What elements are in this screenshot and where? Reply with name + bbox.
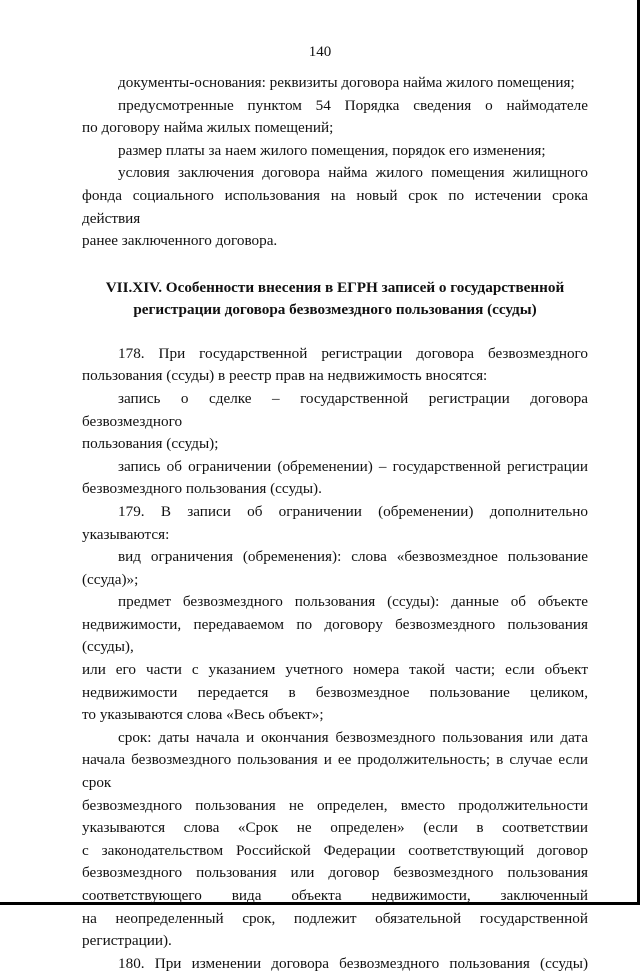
section-heading-line: VII.XIV. Особенности внесения в ЕГРН записей о государственной (105, 278, 565, 296)
text-line: безвозмездного пользования (ссуды). (82, 480, 322, 498)
text-line: фонда социального использования на новый срок по истечении срока действия (82, 186, 588, 227)
text-block-before-heading (82, 72, 588, 253)
text-line: начала безвозмездного пользования и ее продолжительность; в случае если срок (82, 751, 588, 792)
text-line: запись об ограничении (обременении) – государственной регистрации (118, 457, 588, 475)
paragraph (82, 727, 588, 953)
text-line: безвозмездного пользования не определен, вместо продолжительности (82, 796, 588, 814)
text-line: вид ограничения (обременения): слова «безвозмездное пользование (118, 548, 588, 566)
text-line: регистрации). (82, 932, 172, 950)
paragraph (82, 95, 588, 140)
page-number: 140 (308, 44, 332, 60)
paragraph (82, 501, 588, 546)
paragraph (82, 953, 588, 975)
text-block-after-heading (82, 343, 588, 975)
text-line: документы-основания: реквизиты договора найма жилого помещения; (118, 74, 575, 91)
paragraph (82, 456, 588, 501)
paragraph (82, 591, 588, 727)
paragraph (82, 343, 588, 388)
text-line: на неопределенный срок, подлежит обязательной государственной (82, 909, 588, 927)
text-line: указываются: (82, 525, 170, 543)
text-line: по договору найма жилых помещений; (82, 119, 334, 137)
text-line: недвижимости, передаваемом по договору безвозмездного пользования (ссуды), (82, 615, 588, 656)
text-line: указываются слова «Срок не определен» (если в соответствии (82, 819, 588, 837)
text-line: пользования (ссуды) в реестр прав на недвижимость вносятся: (82, 367, 488, 385)
paragraph (82, 72, 588, 95)
text-line: то указываются слова «Весь объект»; (82, 706, 324, 724)
section-heading-line: регистрации договора безвозмездного пользования (ссуды) (133, 300, 537, 318)
section-heading (82, 277, 588, 321)
paragraph (82, 162, 588, 252)
text-line: (ссуда)»; (82, 570, 139, 588)
text-line: недвижимости передается в безвозмездное пользование целиком, (82, 683, 588, 701)
paragraph (82, 388, 588, 456)
text-line: размер платы за наем жилого помещения, порядок его изменения; (118, 141, 546, 159)
document-body (82, 72, 588, 975)
text-line: соответствующего вида объекта недвижимости, заключенный (82, 887, 588, 904)
text-line: ранее заключенного договора. (82, 232, 278, 250)
text-line: запись о сделке – государственной регистрации договора безвозмездного (82, 389, 588, 430)
text-line: предмет безвозмездного пользования (ссуды): данные об объекте (118, 593, 588, 611)
text-line: условия заключения договора найма жилого помещения жилищного (118, 164, 588, 182)
paragraph (82, 546, 588, 591)
text-line: 179. В записи об ограничении (обременении) дополнительно (118, 502, 588, 520)
text-line: срок: даты начала и окончания безвозмездного пользования или дата (118, 728, 588, 746)
text-line: 178. При государственной регистрации договора безвозмездного (118, 344, 588, 362)
text-line: с законодательством Российской Федерации соответствующий договор (82, 841, 588, 859)
text-line: безвозмездного пользования или договор безвозмездного пользования (82, 864, 588, 882)
text-line: предусмотренные пунктом 54 Порядка сведения о наймодателе (118, 96, 588, 114)
text-line: пользования (ссуды); (82, 435, 219, 453)
paragraph (82, 140, 588, 163)
text-line: или его части с указанием учетного номера такой части; если объект (82, 661, 588, 679)
text-line: 180. При изменении договора безвозмездного пользования (ссуды) (118, 954, 588, 972)
